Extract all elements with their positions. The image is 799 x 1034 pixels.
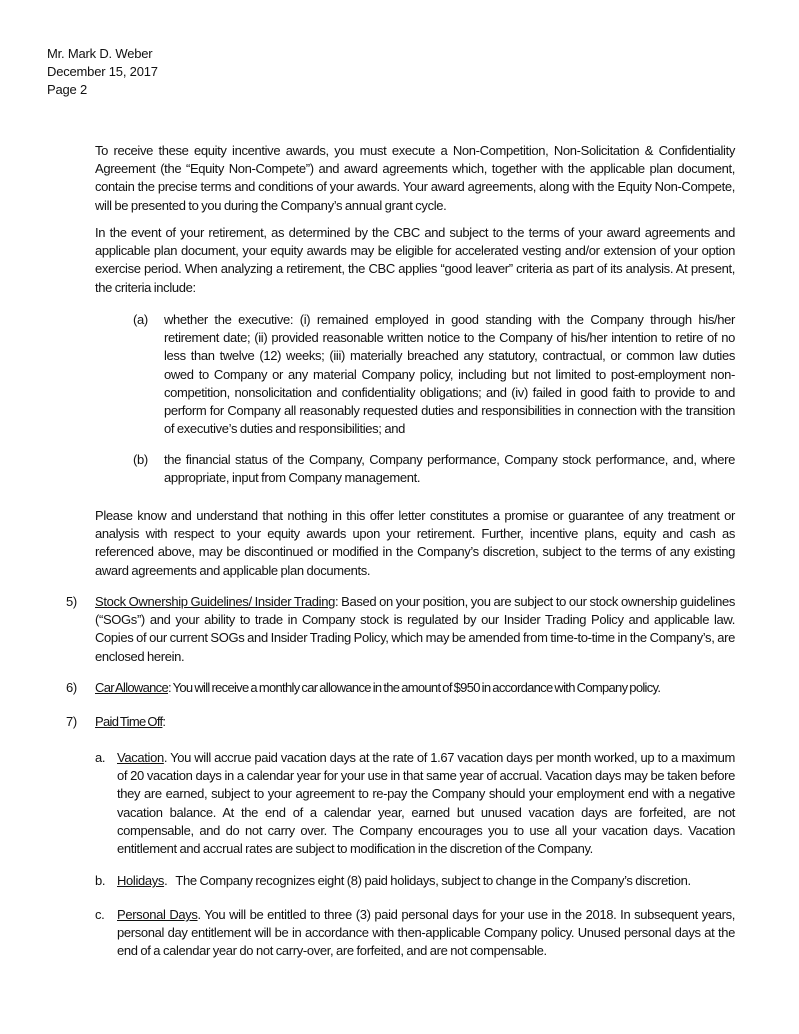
pto-text: The Company recognizes eight (8) paid holidays, subject to change in the Company’s discretion. [175,873,691,888]
criteria-item-a [133,311,735,441]
criteria-marker: (a) [133,312,148,327]
pto-title: Holidays [117,873,165,888]
section-separator: : [335,594,342,609]
section-car-allowance [66,679,735,699]
section-title: Paid Time Off [95,714,163,729]
pto-personal-days [95,906,735,966]
section-body [95,593,735,666]
letter-header [47,45,158,99]
pto-separator: . [163,750,171,765]
criteria-item-b [133,451,735,491]
pto-text: You will accrue paid vacation days at the rate of 1.67 vacation days per month worked, up to a maximum of 20 vacation days in a calendar year for your use in that same year of accrual. Vacation days may be taken before they are earned, subject to your agreement to re-pay the Company should your employment end with a negative vacation balance. At the end of a calendar year, earned but unused vacation days are forfeited, are not compensable, and do not carry over. The Company encourages you to use all your vacation days. Vacation entitlement and accrual rates are subject to modification in the discretion of the Company. [117,750,735,857]
pto-body [117,749,735,858]
pto-marker: a. [95,750,106,765]
pto-vacation [95,749,735,864]
section-body [95,713,735,731]
criteria-text: the financial status of the Company, Company performance, Company stock performance, and, where appropriate, input from Company management. [164,452,735,486]
section-title: Stock Ownership Guidelines/ Insider Trading [95,594,335,609]
pto-marker: c. [95,907,105,922]
disclaimer-paragraph: Please know and understand that nothing in this offer letter constitutes a promise or guarantee of any treatment or analysis with respect to your equity awards upon your retirement. Further, incentive plans, equity and cash as referenced above, may be discontinued or modified in the Company’s discretion, subject to the terms of any existing award agreements and applicable plan documents. [95,508,735,578]
letter-date: December 15, 2017 [47,64,158,79]
recipient-name: Mr. Mark D. Weber [47,46,153,61]
pto-body [117,906,735,961]
section-number: 5) [66,594,77,609]
equity-agreement-paragraph: To receive these equity incentive awards, you must execute a Non-Competition, Non-Solicitation & Confidentiality Agreement (the “Equity Non-Compete”) and award agreements which, together with the applicable plan document, contain the precise terms and conditions of your awards. Your award agreements, along with the Equity Non-Compete, will be presented to you during the Company’s annual grant cycle. [95,143,735,213]
section-number: 6) [66,680,77,695]
pto-marker: b. [95,873,106,888]
pto-text: You will be entitled to three (3) paid personal days for your use in the 2018. In subsequent years, personal day entitlement will be in accordance with then-applicable Company policy. Unused personal days at the end of a calendar year do not carry-over, are forfeited, and are not compensable. [117,907,735,959]
section-body [95,679,745,697]
section-text: Based on your position, you are subject to our stock ownership guidelines (“SOGs”) and your ability to trade in Company stock is regulated by our Insider Trading Policy and applicable law. Copies of our current SOGs and Insider Trading Policy, which may be amended from time-to-time in the Company’s, are enclosed herein. [95,594,736,664]
retirement-paragraph: In the event of your retirement, as determined by the CBC and subject to the terms of your award agreements and applicable plan document, your equity awards may be eligible for accelerated vesting and/or extension of your option exercise period. When analyzing a retirement, the CBC applies “good leaver” criteria as part of its analysis. At present, the criteria include: [95,225,735,295]
pto-body [117,872,735,890]
pto-separator: . [164,873,176,888]
section-separator: : [162,714,166,729]
section-separator: : [168,680,173,695]
section-title: Car Allowance [95,680,168,695]
section-text: You will receive a monthly car allowance in the amount of $950 in accordance with Company policy. [172,680,661,695]
section-number: 7) [66,714,77,729]
pto-holidays [95,872,735,892]
criteria-text: whether the executive: (i) remained employed in good standing with the Company through his/her retirement date; (ii) provided reasonable written notice to the Company of his/her intention to retire of no less than twelve (12) weeks; (iii) materially breached any statutory, contractual, or common law duties owed to Company or any material Company policy, including but not limited to post-employment non-competition, nonsolicitation and confidentiality obligations; and (iv) failed in good faith to provide to and perform for Company all reasonably requested duties and responsibilities in connection with the transition of executive’s duties and responsibilities; and [164,312,735,437]
pto-title: Personal Days [117,907,198,922]
pto-title: Vacation [117,750,164,765]
page-number: Page 2 [47,82,88,97]
pto-separator: . [197,907,205,922]
criteria-marker: (b) [133,452,148,467]
section-paid-time-off [66,713,735,733]
section-stock-ownership [66,593,735,673]
